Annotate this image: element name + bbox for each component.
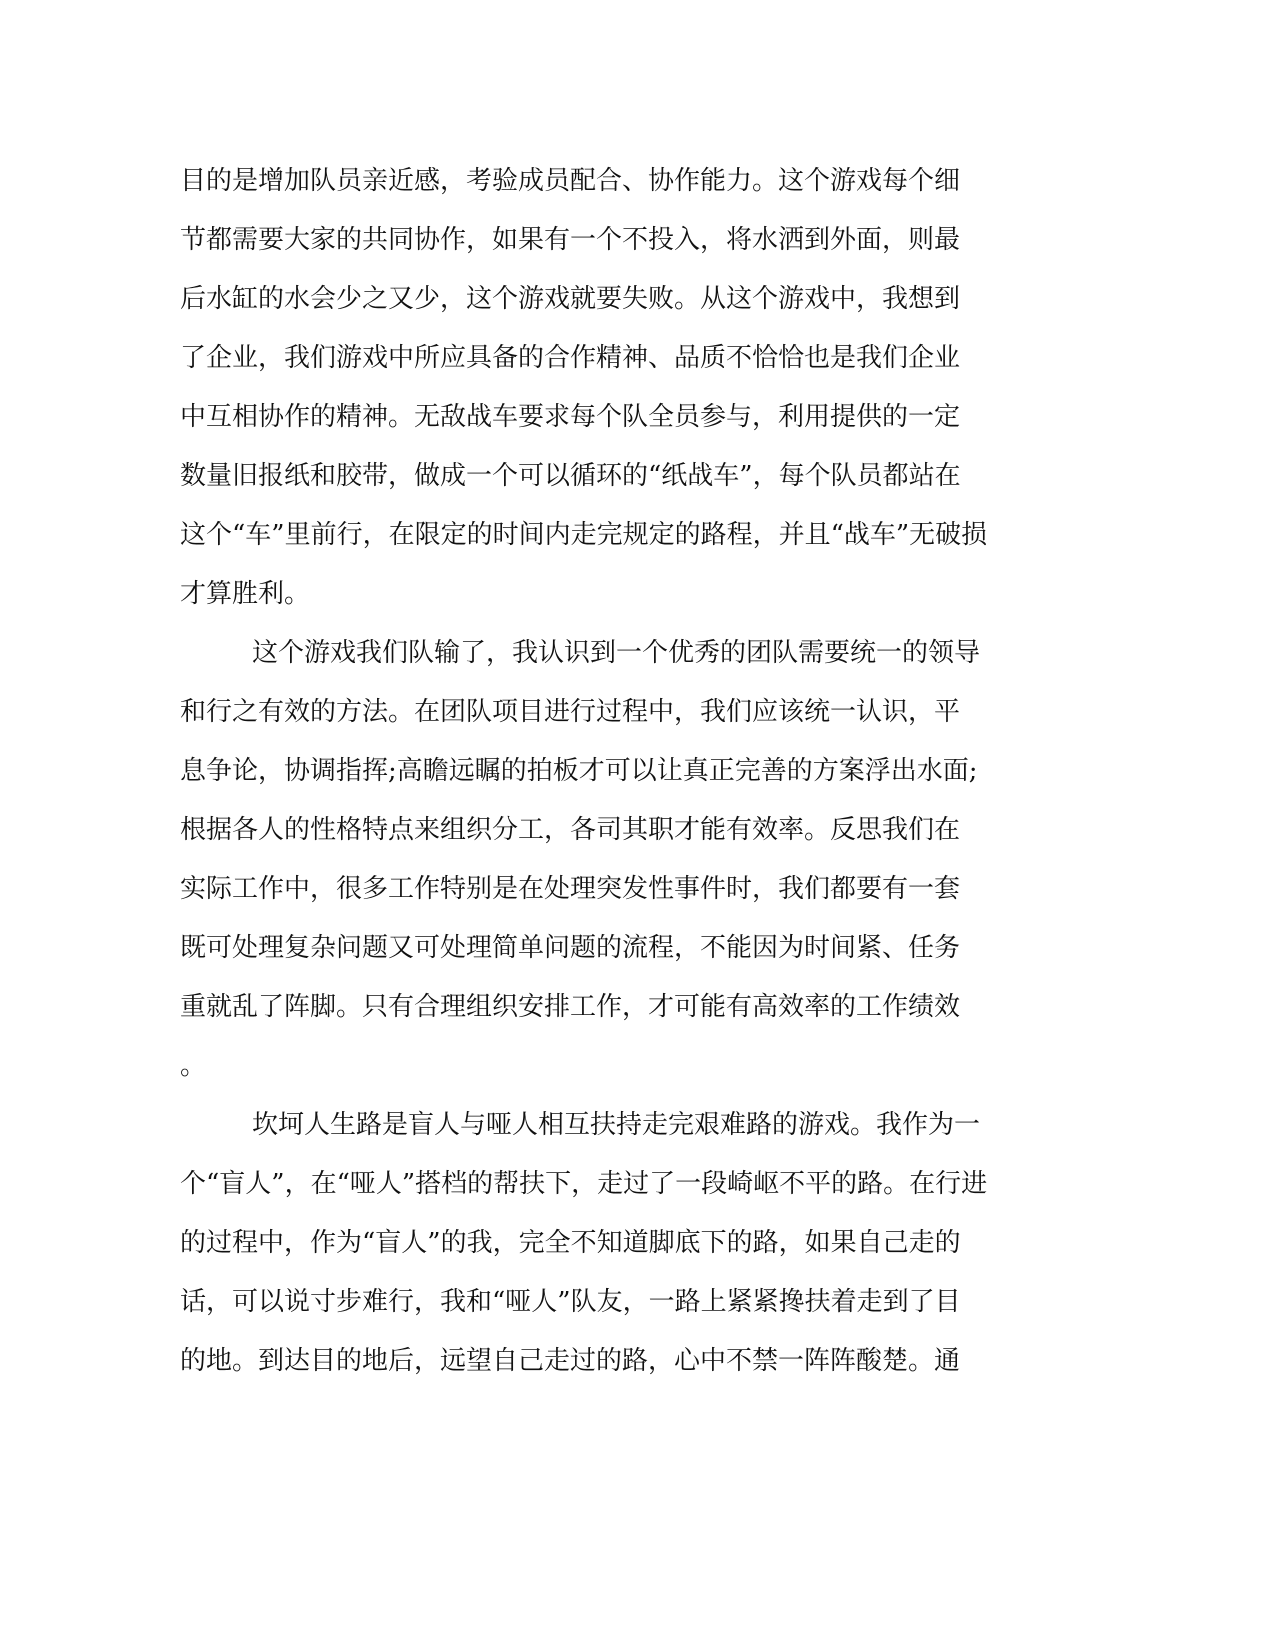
text-line: 根据各人的性格特点来组织分工，各司其职才能有效率。反思我们在 [180,815,961,845]
text-line: 息争论，协调指挥;高瞻远瞩的拍板才可以让真正完善的方案浮出水面; [180,756,978,786]
text-line: 既可处理复杂问题又可处理简单问题的流程，不能因为时间紧、任务 [180,933,961,963]
text-line: 和行之有效的方法。在团队项目进行过程中，我们应该统一认识，平 [180,697,961,727]
text-line: 这个“车”里前行，在限定的时间内走完规定的路程，并且“战车”无破损 [180,520,988,550]
text-line: 的过程中，作为“盲人”的我，完全不知道脚底下的路，如果自己走的 [180,1228,961,1258]
text-line: 个“盲人”，在“哑人”搭档的帮扶下，走过了一段崎岖不平的路。在行进 [180,1169,988,1199]
text-line: 重就乱了阵脚。只有合理组织安排工作，才可能有高效率的工作绩效 [180,992,961,1022]
text-line: 了企业，我们游戏中所应具备的合作精神、品质不恰恰也是我们企业 [180,343,961,373]
paragraph-first-line: 这个游戏我们队输了，我认识到一个优秀的团队需要统一的领导 [252,638,981,668]
text-line: 话，可以说寸步难行，我和“哑人”队友，一路上紧紧搀扶着走到了目 [180,1287,961,1317]
paragraph-first-line: 坎坷人生路是盲人与哑人相互扶持走完艰难路的游戏。我作为一 [252,1110,981,1140]
text-line: 节都需要大家的共同协作，如果有一个不投入，将水洒到外面，则最 [180,225,961,255]
text-line: 。 [180,1051,207,1081]
text-line: 的地。到达目的地后，远望自己走过的路，心中不禁一阵阵酸楚。通 [180,1346,961,1376]
text-line: 目的是增加队员亲近感，考验成员配合、协作能力。这个游戏每个细 [180,166,961,196]
text-line: 数量旧报纸和胶带，做成一个可以循环的“纸战车”，每个队员都站在 [180,461,961,491]
text-line: 实际工作中，很多工作特别是在处理突发性事件时，我们都要有一套 [180,874,961,904]
text-line: 后水缸的水会少之又少，这个游戏就要失败。从这个游戏中，我想到 [180,284,961,314]
text-line: 才算胜利。 [180,579,311,609]
text-line: 中互相协作的精神。无敌战车要求每个队全员参与，利用提供的一定 [180,402,961,432]
